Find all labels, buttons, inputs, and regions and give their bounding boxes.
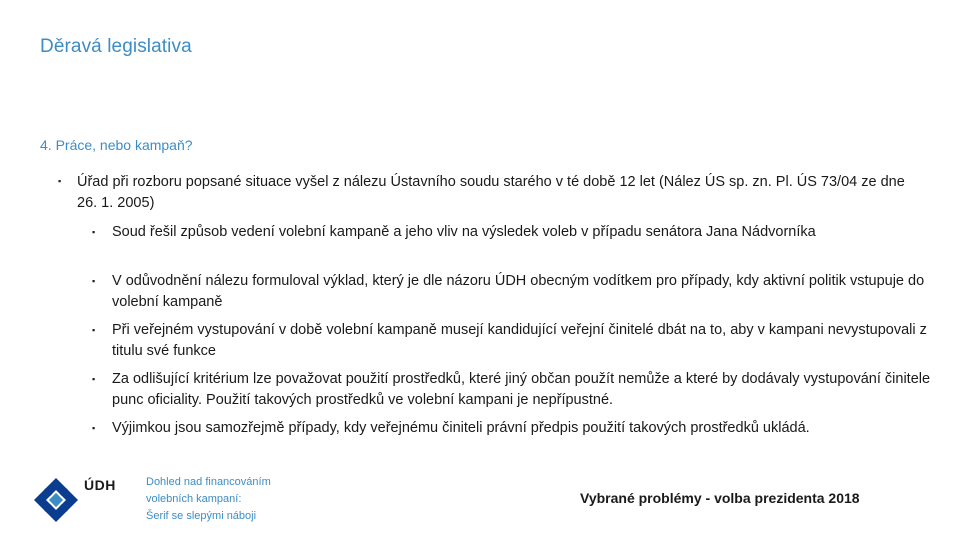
bullet-marker: ▪ bbox=[92, 325, 96, 335]
footer-subtitle-line: Dohled nad financováním bbox=[146, 476, 271, 488]
sub-bullet-item bbox=[92, 369, 932, 411]
section-heading: 4. Práce, nebo kampaň? bbox=[40, 137, 193, 153]
bullet-marker: ▪ bbox=[92, 227, 96, 237]
slide-title: Děravá legislativa bbox=[40, 36, 192, 57]
sub-bullet-item bbox=[92, 320, 932, 362]
bullet-marker: ▪ bbox=[58, 176, 62, 186]
footer-subtitle bbox=[146, 474, 316, 525]
sub-bullet-text: Soud řešil způsob vedení volební kampaně a jeho vliv na výsledek voleb v případu senátora Jana Nádvorníka bbox=[112, 224, 816, 240]
sub-bullet-text: Za odlišující kritérium lze považovat použití prostředků, které jiný občan použít nemůže a které by dodávaly vystupování činitele punc oficiality. Použití takových prostředků ve volební kampani je nepřípustné. bbox=[112, 371, 931, 408]
main-bullet bbox=[58, 172, 928, 214]
sub-bullet-item bbox=[92, 271, 932, 313]
udh-logo bbox=[34, 478, 78, 527]
sub-bullet-item bbox=[92, 222, 932, 243]
sub-bullet-text: Při veřejném vystupování v době volební kampaně musejí kandidující veřejní činitelé dbát na to, aby v kampani nevystupovali z titulu své funkce bbox=[112, 322, 927, 359]
udh-logo-icon bbox=[34, 478, 78, 522]
sub-bullet-text: V odůvodnění nálezu formuloval výklad, který je dle názoru ÚDH obecným vodítkem pro případy, kdy aktivní politik vstupuje do volební kampaně bbox=[112, 273, 925, 310]
main-bullet-text: Úřad při rozboru popsané situace vyšel z nálezu Ústavního soudu starého v té době 12 let (Nález ÚS sp. zn. Pl. ÚS 73/04 ze dne 26. 1. 2005) bbox=[77, 174, 905, 211]
sub-bullet-item bbox=[92, 418, 932, 439]
logo-text: ÚDH bbox=[84, 477, 116, 493]
footer-subtitle-line: volebních kampaní: bbox=[146, 493, 242, 505]
footer-presentation-title: Vybrané problémy - volba prezidenta 2018 bbox=[580, 490, 860, 506]
sub-bullet-text: Výjimkou jsou samozřejmě případy, kdy veřejnému činiteli právní předpis použití takových prostředků ukládá. bbox=[112, 420, 810, 436]
bullet-marker: ▪ bbox=[92, 374, 96, 384]
bullet-marker: ▪ bbox=[92, 423, 96, 433]
bullet-marker: ▪ bbox=[92, 276, 96, 286]
footer-subtitle-line: Šerif se slepými náboji bbox=[146, 510, 257, 522]
